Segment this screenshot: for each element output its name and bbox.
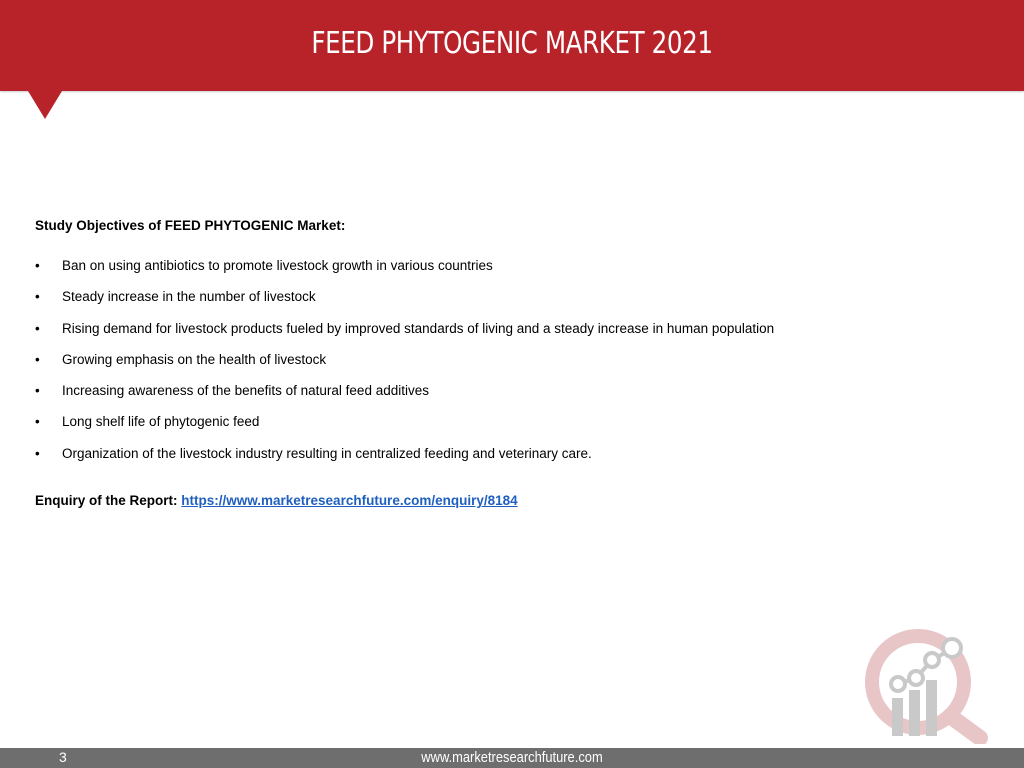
bullet-icon: •: [35, 445, 40, 461]
section-subtitle: Study Objectives of FEED PHYTOGENIC Market:: [35, 218, 346, 233]
list-item-text: Organization of the livestock industry resulting in centralized feeding and veterinary care.: [62, 445, 592, 461]
bullet-icon: •: [35, 320, 40, 336]
header-pointer-triangle: [28, 91, 62, 119]
page-number: 3: [59, 749, 67, 765]
objectives-list: [35, 257, 995, 476]
footer-bar: [0, 748, 1024, 768]
bullet-icon: •: [35, 289, 40, 305]
enquiry-link[interactable]: https://www.marketresearchfuture.com/enquiry/8184: [181, 493, 518, 509]
list-item-text: Increasing awareness of the benefits of natural feed additives: [62, 383, 429, 399]
enquiry-label: Enquiry of the Report:: [35, 493, 178, 509]
bullet-icon: •: [35, 414, 40, 430]
enquiry-line: [35, 493, 995, 508]
footer-website: www.marketresearchfuture.com: [421, 749, 603, 766]
list-item: [35, 288, 995, 319]
list-item: [35, 351, 995, 382]
list-item-text: Long shelf life of phytogenic feed: [62, 414, 260, 430]
page-title: FEED PHYTOGENIC MARKET 2021: [311, 26, 713, 61]
header-banner: [0, 0, 1024, 91]
bullet-icon: •: [35, 383, 40, 399]
list-item-text: Growing emphasis on the health of livestock: [62, 351, 327, 367]
market-research-logo-icon: [862, 626, 992, 744]
slide-content: [35, 218, 995, 508]
list-item: [35, 320, 995, 351]
list-item: [35, 413, 995, 444]
list-item: [35, 382, 995, 413]
bullet-icon: •: [35, 351, 40, 367]
list-item: [35, 257, 995, 288]
bullet-icon: •: [35, 258, 40, 273]
list-item-text: Rising demand for livestock products fueled by improved standards of living and a steady increase in human population: [62, 320, 775, 336]
list-item: [35, 445, 995, 476]
list-item-text: Ban on using antibiotics to promote livestock growth in various countries: [62, 258, 493, 273]
list-item-text: Steady increase in the number of livestock: [62, 289, 316, 305]
